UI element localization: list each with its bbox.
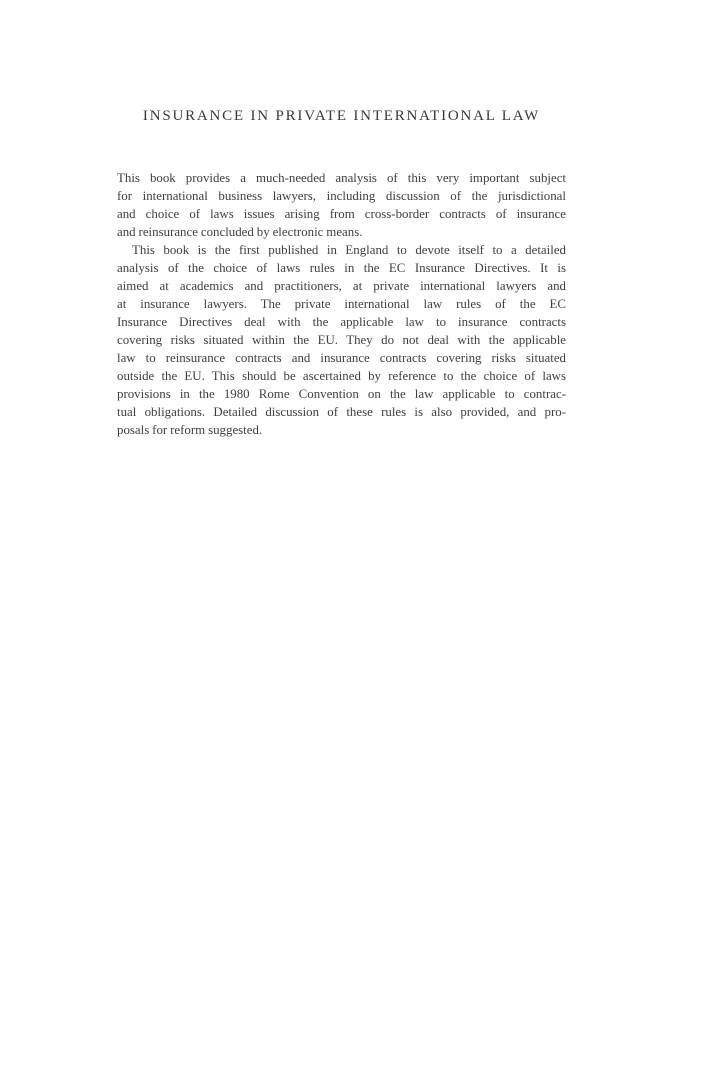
text-line: aimed at academics and practitioners, at private international lawyers and xyxy=(117,279,566,293)
text-line: This book is the first published in England to devote itself to a detailed xyxy=(132,243,566,257)
paragraph xyxy=(117,169,566,241)
text-block xyxy=(117,107,566,439)
text-line: at insurance lawyers. The private international law rules of the EC xyxy=(117,297,566,311)
page-title: INSURANCE IN PRIVATE INTERNATIONAL LAW xyxy=(142,108,541,124)
text-line: and choice of laws issues arising from cross-border contracts of insurance xyxy=(117,207,566,221)
text-line: outside the EU. This should be ascertained by reference to the choice of laws xyxy=(117,369,566,383)
text-line: law to reinsurance contracts and insurance contracts covering risks situated xyxy=(117,351,566,365)
text-line: posals for reform suggested. xyxy=(117,423,263,437)
text-line: and reinsurance concluded by electronic means. xyxy=(117,225,363,239)
text-line: analysis of the choice of laws rules in the EC Insurance Directives. It is xyxy=(117,261,566,275)
text-line: for international business lawyers, including discussion of the jurisdictional xyxy=(117,189,566,203)
text-line: provisions in the 1980 Rome Convention on the law applicable to contrac- xyxy=(117,387,566,401)
text-line: Insurance Directives deal with the applicable law to insurance contracts xyxy=(117,315,566,329)
text-line: This book provides a much-needed analysis of this very important subject xyxy=(117,171,566,185)
text-line: tual obligations. Detailed discussion of these rules is also provided, and pro- xyxy=(117,405,566,419)
paragraph xyxy=(117,241,566,439)
text-line: covering risks situated within the EU. They do not deal with the applicable xyxy=(117,333,566,347)
book-blurb xyxy=(117,169,566,439)
